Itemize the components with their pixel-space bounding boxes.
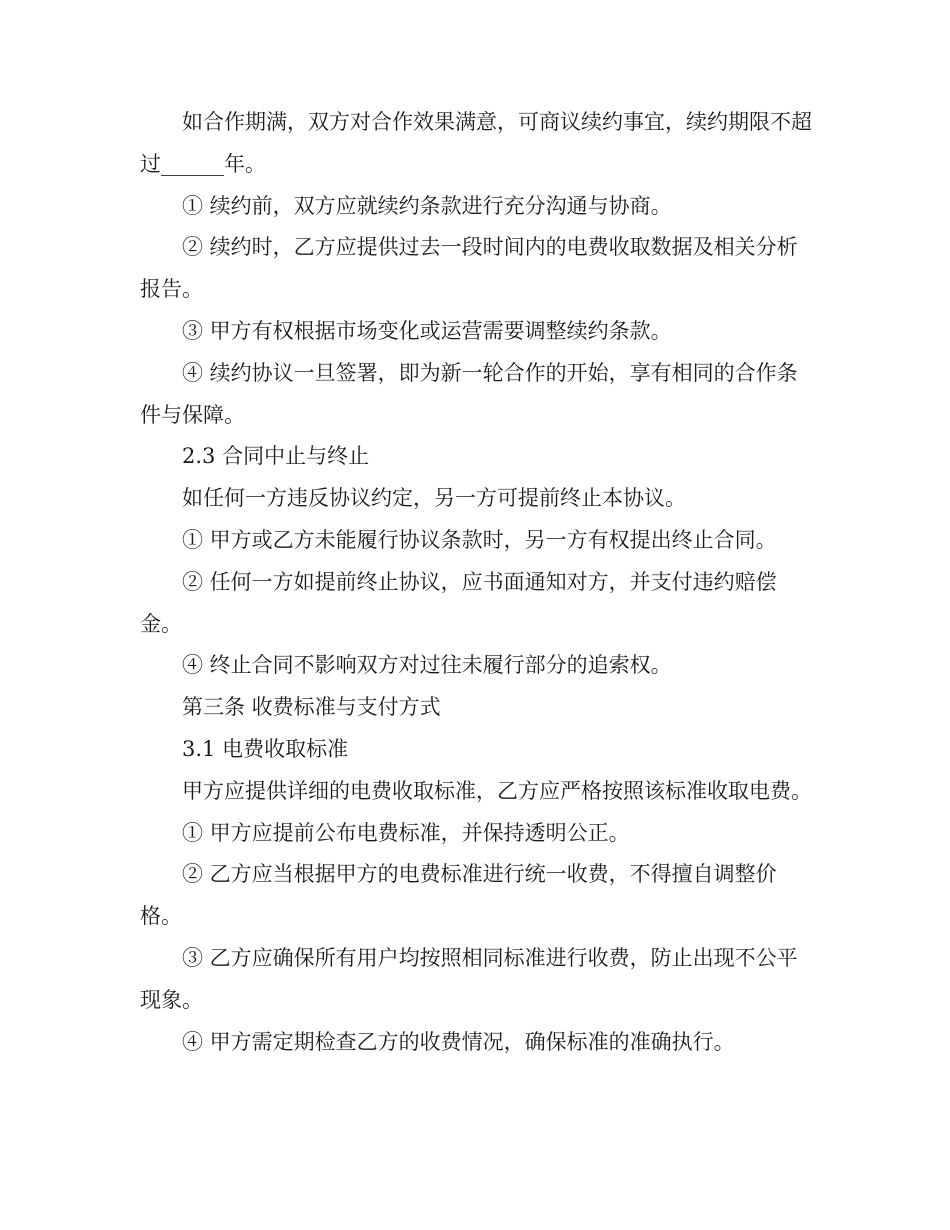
paragraph-termination-item-4: ④ 终止合同不影响双方对过往未履行部分的追索权。	[182, 653, 672, 678]
section-heading-2-3: 2.3 合同中止与终止	[182, 444, 370, 469]
paragraph-renewal-item-1: ① 续约前，双方应就续约条款进行充分沟通与协商。	[182, 193, 672, 218]
paragraph-renewal-item-2: ② 续约时，乙方应提供过去一段时间内的电费收取数据及相关分析报告。	[140, 235, 798, 302]
paragraph-renewal-item-4: ④ 续约协议一旦签署，即为新一轮合作的开始，享有相同的合作条件与保障。	[140, 360, 798, 427]
section-heading-3-1: 3.1 电费收取标准	[182, 736, 349, 761]
paragraph-fee-standard-intro: 甲方应提供详细的电费收取标准，乙方应严格按照该标准收取电费。	[182, 778, 812, 803]
document-body	[140, 102, 812, 1063]
paragraph-fee-item-1: ① 甲方应提前公布电费标准，并保持透明公正。	[182, 820, 630, 845]
paragraph-fee-item-3: ③ 乙方应确保所有用户均按照相同标准进行收费，防止出现不公平现象。	[140, 945, 798, 1012]
paragraph-termination-intro: 如任何一方违反协议约定，另一方可提前终止本协议。	[182, 486, 686, 511]
paragraph-renewal-item-3: ③ 甲方有权根据市场变化或运营需要调整续约条款。	[182, 318, 672, 343]
paragraph-termination-item-1: ① 甲方或乙方未能履行协议条款时，另一方有权提出终止合同。	[182, 527, 777, 552]
paragraph-renewal-intro: 如合作期满，双方对合作效果满意，可商议续约事宜，续约期限不超过______年。	[140, 110, 812, 176]
paragraph-fee-item-4: ④ 甲方需定期检查乙方的收费情况，确保标准的准确执行。	[182, 1029, 735, 1054]
article-heading-3: 第三条 收费标准与支付方式	[182, 695, 441, 720]
paragraph-termination-item-2: ② 任何一方如提前终止协议，应书面通知对方，并支付违约赔偿金。	[140, 569, 777, 636]
paragraph-fee-item-2: ② 乙方应当根据甲方的电费标准进行统一收费，不得擅自调整价格。	[140, 862, 777, 929]
